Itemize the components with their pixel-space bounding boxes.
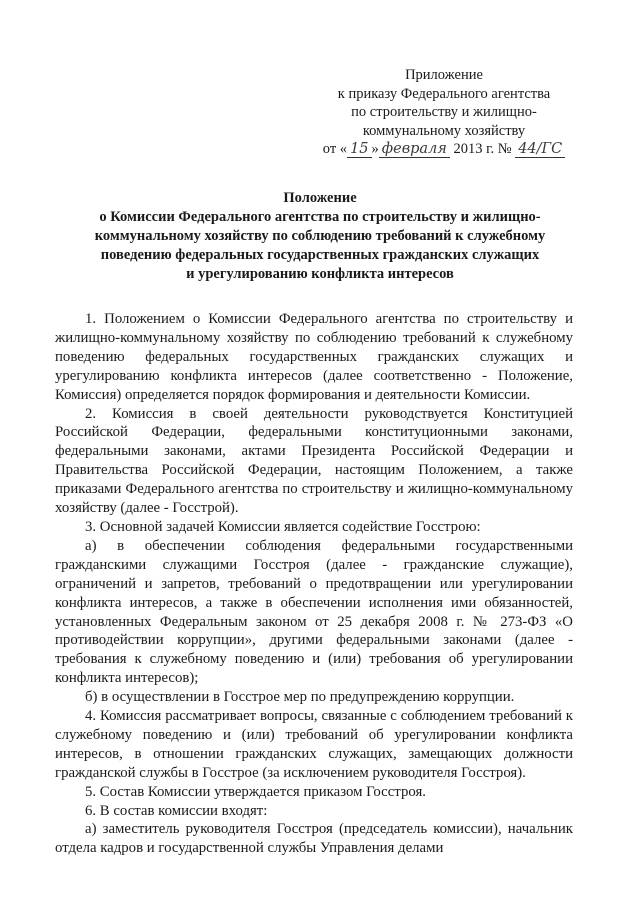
paragraph-3a: а) в обеспечении соблюдения федеральными государственными гражданскими служащими Госстроя (далее - гражданские служащие), ограничений и запретов, требований о предотвращении или урегулировании конфликта интересов, а также в обеспечении исполнения ими обязанностей, установленных Федеральным законом от 25 декабря 2008 г. № 273-ФЗ «О противодействии коррупции», другими федеральными законами (далее - требования к служебному поведению и (или) требования об урегулировании конфликта интересов); [55, 537, 573, 687]
paragraph-3b: б) в осуществлении в Госстрое мер по предупреждению коррупции. [85, 689, 515, 706]
appendix-heading: Приложение [405, 67, 483, 83]
date-year: 2013 г. № [453, 141, 512, 157]
document-body [55, 310, 573, 858]
paragraph-5: 5. Состав Комиссии утверждается приказом Госстроя. [85, 783, 426, 800]
appendix-agency-line-2: коммунальному хозяйству [362, 122, 526, 139]
title-line-5: и урегулированию конфликта интересов [186, 266, 454, 282]
title-line-1: Положение [283, 190, 357, 206]
date-prefix: от « [322, 141, 348, 157]
handwritten-day: 15 [347, 141, 371, 158]
paragraph-3: 3. Основной задачей Комиссии является содействие Госстрою: [85, 518, 481, 535]
handwritten-order-number: 44/ГС [515, 141, 565, 158]
title-line-4: поведению федеральных государственных гражданских служащих [100, 247, 540, 263]
paragraph-4: 4. Комиссия рассматривает вопросы, связанные с соблюдением требований к служебному поведению и (или) требований об урегулировании конфликта интересов, в отношении гражданских служащих, замещающих должности гражданской службы в Госстрое (за исключением руководителя Госстроя). [55, 708, 573, 781]
appendix-order-ref: к приказу Федерального агентства [337, 85, 551, 102]
appendix-date-line [322, 140, 566, 159]
title-line-3: коммунальному хозяйству по соблюдению требований к служебному [94, 228, 546, 244]
paragraph-6: 6. В состав комиссии входят: [85, 802, 268, 819]
paragraph-2: 2. Комиссия в своей деятельности руководствуется Конституцией Российской Федерации, федеральными конституционными законами, федеральными законами, актами Президента Российской Федерации и Правительства Российской Федерации, настоящим Положением, а также приказами Федерального агентства по строительству и жилищно-коммунальному хозяйству (далее - Госстрой). [55, 405, 573, 517]
paragraph-1: 1. Положением о Комиссии Федерального агентства по строительству и жилищно-коммунальному хозяйству по соблюдению требований к служебному поведению федеральных государственных гражданских служащих и урегулированию конфликта интересов (далее соответственно - Положение, Комиссия) определяется порядок формирования и деятельности Комиссии. [55, 311, 573, 403]
title-line-2: о Комиссии Федерального агентства по строительству и жилищно- [99, 209, 541, 225]
date-mid: » [371, 141, 379, 157]
appendix-block [322, 66, 566, 159]
appendix-agency-line: по строительству и жилищно- [351, 104, 537, 120]
document-title [64, 189, 576, 284]
paragraph-6a: а) заместитель руководителя Госстроя (председатель комиссии), начальник отдела кадров и государственной службы Управления делами [55, 821, 573, 857]
handwritten-month: февраля [379, 141, 450, 158]
